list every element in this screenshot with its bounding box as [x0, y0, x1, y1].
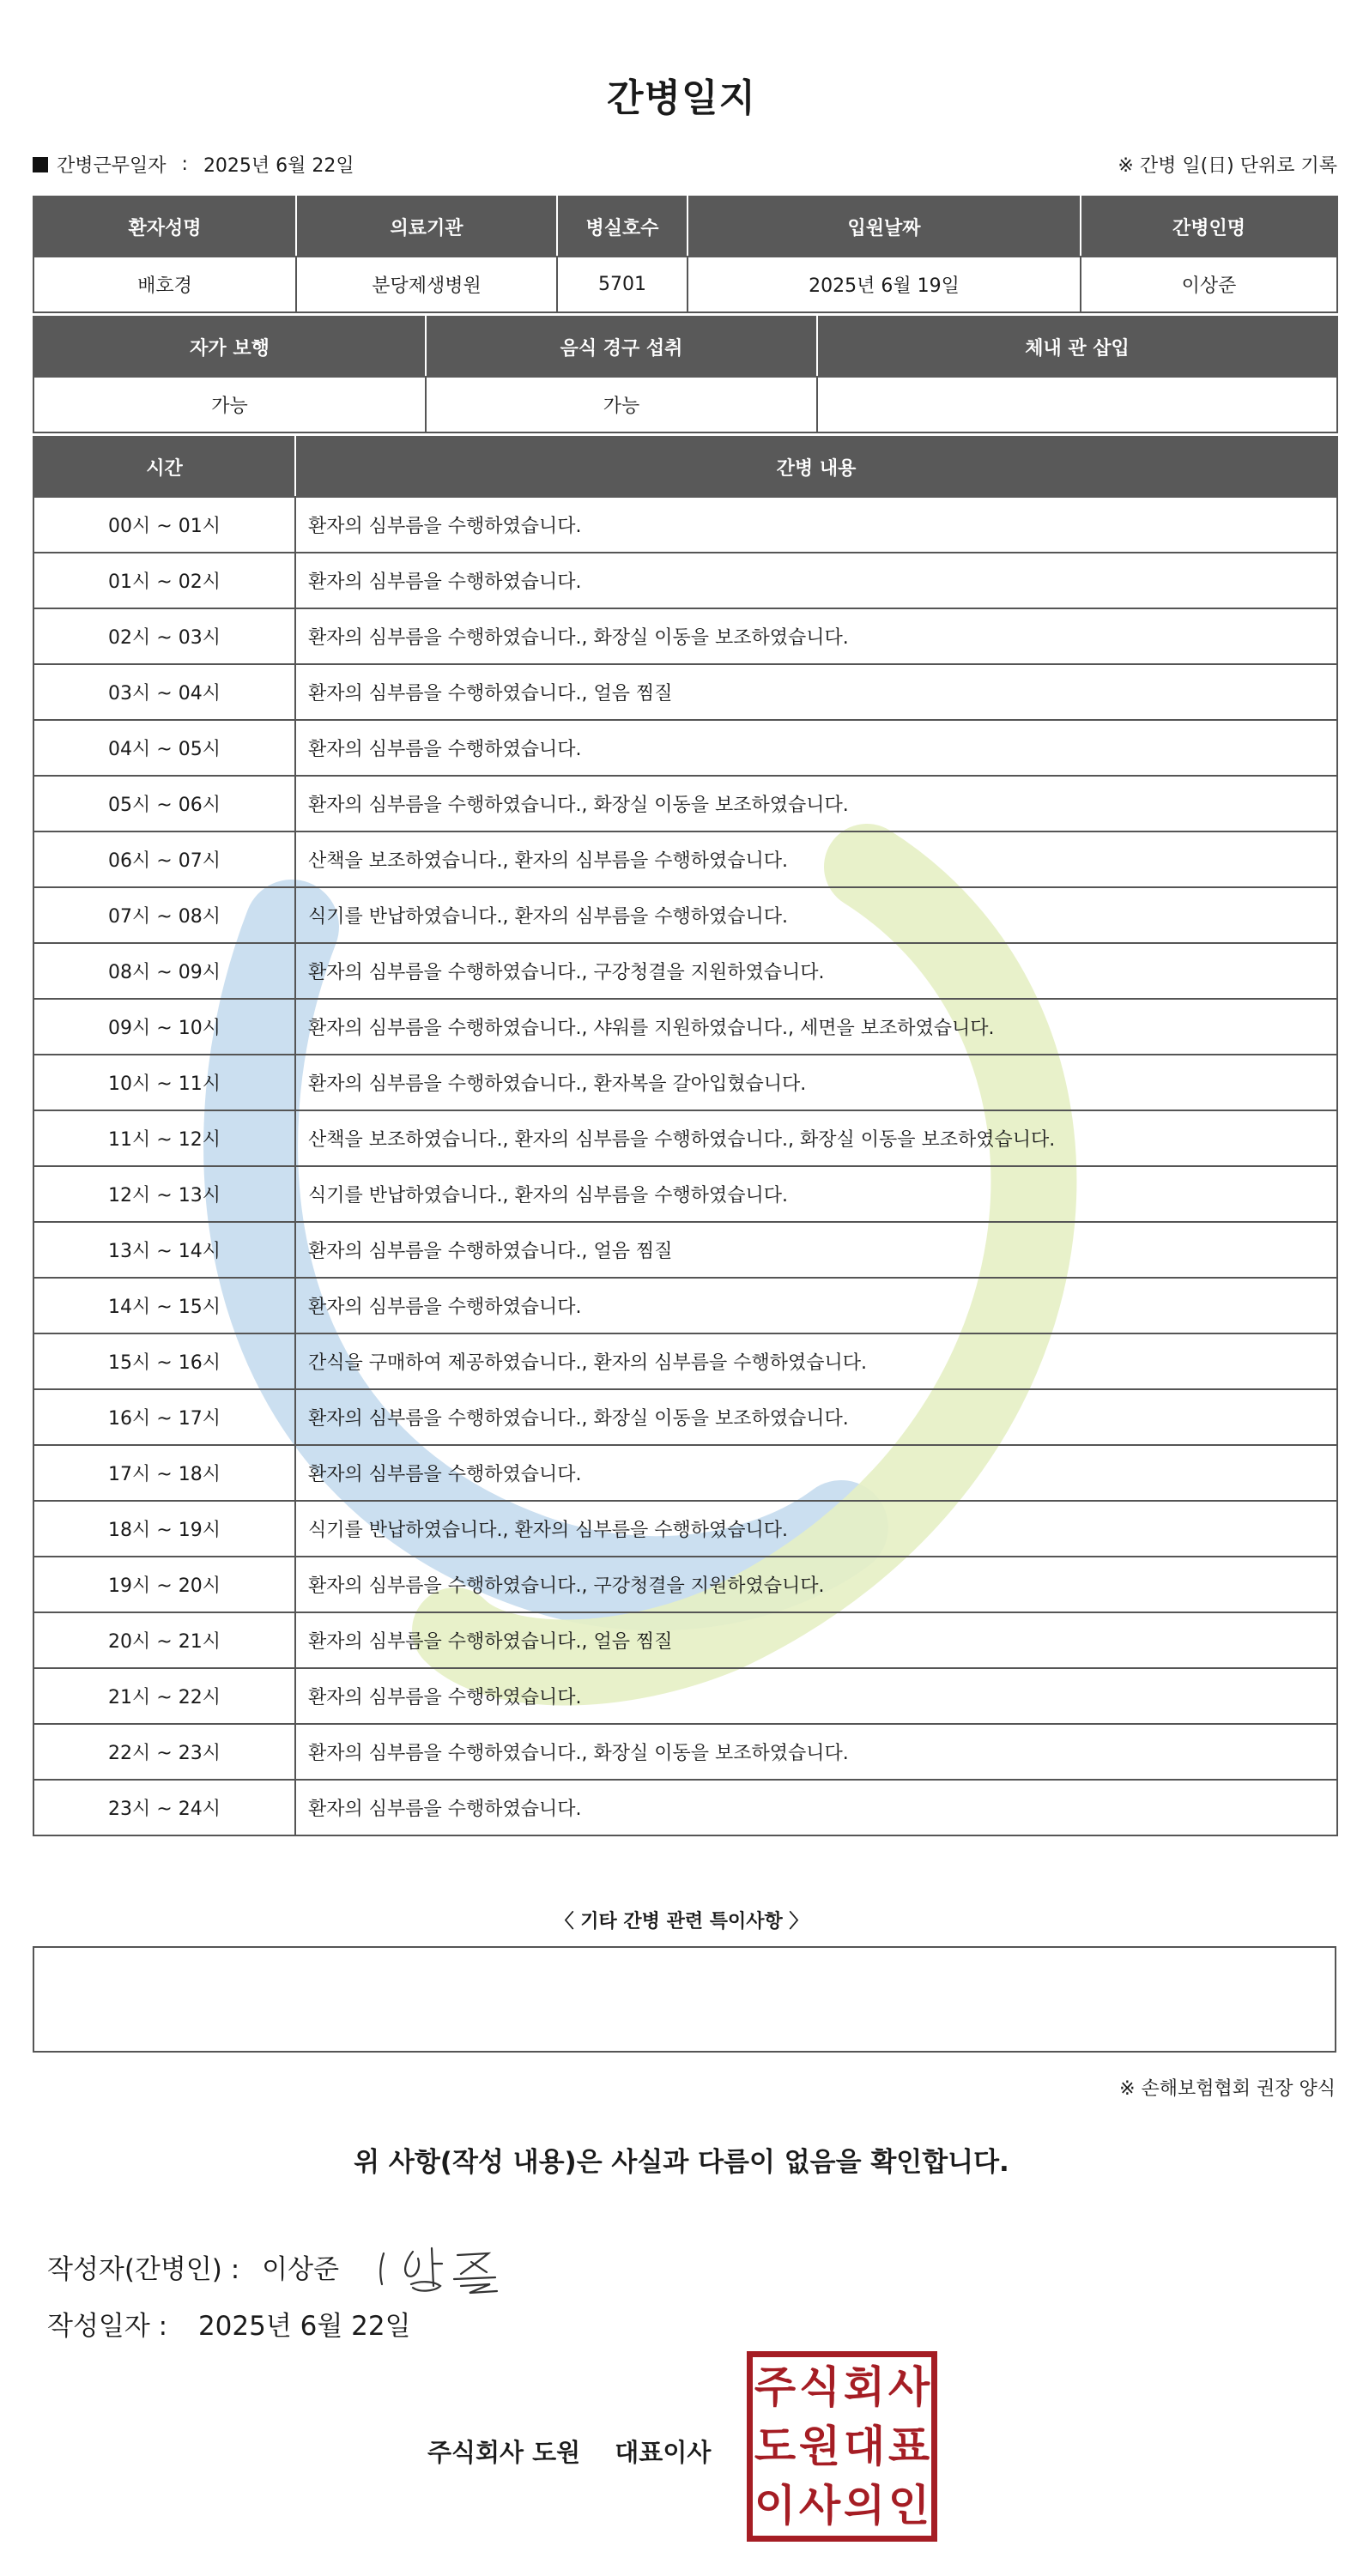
caregiver-name: 이상준	[1081, 257, 1337, 312]
seal-char: 사	[887, 2361, 930, 2412]
seal-char: 원	[798, 2421, 841, 2471]
care-log-content: 환자의 심부름을 수행하였습니다.	[295, 1278, 1337, 1333]
care-log-time: 21시 ~ 22시	[33, 1668, 295, 1724]
care-log-table	[33, 436, 1338, 1836]
confirmation-statement: 위 사항(작성 내용)은 사실과 다름이 없음을 확인합니다.	[354, 2147, 1009, 2178]
header-patient-name: 환자성명	[33, 197, 296, 257]
care-log-row	[33, 1724, 1337, 1780]
care-log-row	[33, 1278, 1337, 1333]
header-time: 시간	[33, 437, 295, 497]
oral-intake-value: 가능	[426, 377, 817, 432]
header-caregiver: 간병인명	[1081, 197, 1337, 257]
care-log-time: 09시 ~ 10시	[33, 999, 295, 1055]
square-bullet-icon	[33, 157, 48, 172]
care-log-time: 20시 ~ 21시	[33, 1612, 295, 1668]
care-log-content: 환자의 심부름을 수행하였습니다.	[295, 1780, 1337, 1835]
work-date-label: 간병근무일자	[57, 155, 167, 177]
header-care-content: 간병 내용	[295, 437, 1337, 497]
care-log-time: 12시 ~ 13시	[33, 1166, 295, 1222]
seal-char: 사	[798, 2481, 841, 2531]
care-log-row	[33, 1166, 1337, 1222]
header-self-walking: 자가 보행	[33, 317, 426, 377]
care-log-content: 환자의 심부름을 수행하였습니다., 구강청결을 지원하였습니다.	[295, 1557, 1337, 1612]
seal-char: 주	[754, 2361, 797, 2412]
admission-date: 2025년 6월 19일	[688, 257, 1081, 312]
care-log-row	[33, 1557, 1337, 1612]
care-log-row	[33, 1501, 1337, 1557]
care-log-row	[33, 831, 1337, 887]
care-log-time: 00시 ~ 01시	[33, 497, 295, 553]
written-date-label: 작성일자 :	[47, 2311, 168, 2342]
care-log-time: 07시 ~ 08시	[33, 887, 295, 943]
care-log-time: 15시 ~ 16시	[33, 1333, 295, 1389]
care-log-content: 산책을 보조하였습니다., 환자의 심부름을 수행하였습니다.	[295, 831, 1337, 887]
care-log-time: 23시 ~ 24시	[33, 1780, 295, 1835]
care-log-row	[33, 1389, 1337, 1445]
care-log-content: 환자의 심부름을 수행하였습니다., 샤워를 지원하였습니다., 세면을 보조하였습니다.	[295, 999, 1337, 1055]
writer-name: 이상준	[262, 2253, 340, 2285]
seal-char: 표	[887, 2421, 930, 2471]
care-log-time: 17시 ~ 18시	[33, 1445, 295, 1501]
care-log-time: 18시 ~ 19시	[33, 1501, 295, 1557]
special-notes-box	[33, 1946, 1336, 2053]
patient-info-value-row	[33, 257, 1337, 312]
care-log-content: 간식을 구매하여 제공하였습니다., 환자의 심부름을 수행하였습니다.	[295, 1333, 1337, 1389]
care-log-time: 14시 ~ 15시	[33, 1278, 295, 1333]
header-oral-intake: 음식 경구 섭취	[426, 317, 817, 377]
care-log-content: 환자의 심부름을 수행하였습니다.	[295, 720, 1337, 776]
care-log-time: 10시 ~ 11시	[33, 1055, 295, 1110]
seal-char: 회	[843, 2361, 886, 2412]
care-log-content: 환자의 심부름을 수행하였습니다., 얼음 찜질	[295, 1612, 1337, 1668]
care-log-row	[33, 776, 1337, 831]
care-log-time: 03시 ~ 04시	[33, 664, 295, 720]
care-log-time: 13시 ~ 14시	[33, 1222, 295, 1278]
care-log-content: 식기를 반납하였습니다., 환자의 심부름을 수행하였습니다.	[295, 887, 1337, 943]
patient-status-table	[33, 316, 1338, 433]
written-date-line	[47, 2304, 411, 2343]
care-log-content: 환자의 심부름을 수행하였습니다.	[295, 553, 1337, 608]
care-log-content: 식기를 반납하였습니다., 환자의 심부름을 수행하였습니다.	[295, 1501, 1337, 1557]
patient-info-table	[33, 196, 1338, 313]
seal-char: 이	[754, 2481, 797, 2531]
care-log-row	[33, 1055, 1337, 1110]
care-log-time: 01시 ~ 02시	[33, 553, 295, 608]
header-admission-date: 입원날짜	[688, 197, 1081, 257]
writer-label: 작성자(간병인) :	[47, 2253, 240, 2285]
work-date	[33, 151, 354, 178]
meta-row	[33, 151, 1337, 185]
patient-info-header-row	[33, 197, 1337, 257]
seal-char: 도	[754, 2421, 797, 2471]
care-log-content: 환자의 심부름을 수행하였습니다.	[295, 1445, 1337, 1501]
care-log-time: 08시 ~ 09시	[33, 943, 295, 999]
company-title: 대표이사	[615, 2438, 712, 2467]
care-log-row	[33, 1333, 1337, 1389]
care-log-content: 식기를 반납하였습니다., 환자의 심부름을 수행하였습니다.	[295, 1166, 1337, 1222]
care-log-time: 19시 ~ 20시	[33, 1557, 295, 1612]
seal-char: 식	[798, 2361, 841, 2412]
care-log-row	[33, 608, 1337, 664]
status-value-row	[33, 377, 1337, 432]
care-log-content: 환자의 심부름을 수행하였습니다., 구강청결을 지원하였습니다.	[295, 943, 1337, 999]
seal-char: 의	[843, 2481, 886, 2531]
header-tube-insertion: 체내 관 삽입	[817, 317, 1337, 377]
seal-char: 대	[843, 2421, 886, 2471]
hospital-name: 분당제생병원	[296, 257, 557, 312]
care-log-time: 06시 ~ 07시	[33, 831, 295, 887]
care-log-content: 환자의 심부름을 수행하였습니다., 화장실 이동을 보조하였습니다.	[295, 776, 1337, 831]
header-room: 병실호수	[557, 197, 688, 257]
care-log-time: 02시 ~ 03시	[33, 608, 295, 664]
care-log-time: 22시 ~ 23시	[33, 1724, 295, 1780]
care-log-row	[33, 664, 1337, 720]
room-number: 5701	[557, 257, 688, 312]
care-log-content: 환자의 심부름을 수행하였습니다.	[295, 1668, 1337, 1724]
care-log-row	[33, 1612, 1337, 1668]
seal-char: 인	[887, 2481, 930, 2531]
care-log-row	[33, 1668, 1337, 1724]
care-log-time: 04시 ~ 05시	[33, 720, 295, 776]
care-log-content: 환자의 심부름을 수행하였습니다., 환자복을 갈아입혔습니다.	[295, 1055, 1337, 1110]
care-log-row	[33, 1780, 1337, 1835]
care-log-content: 환자의 심부름을 수행하였습니다., 얼음 찜질	[295, 664, 1337, 720]
written-date-value: 2025년 6월 22일	[197, 2311, 411, 2342]
form-note: ※ 손해보험협회 권장 양식	[1119, 2078, 1336, 2100]
care-log-row	[33, 1110, 1337, 1166]
care-log-time: 05시 ~ 06시	[33, 776, 295, 831]
care-log-time: 16시 ~ 17시	[33, 1389, 295, 1445]
care-log-row	[33, 553, 1337, 608]
care-log-content: 환자의 심부름을 수행하였습니다., 화장실 이동을 보조하였습니다.	[295, 608, 1337, 664]
company-line	[427, 2434, 711, 2469]
care-log-row	[33, 1222, 1337, 1278]
self-walking-value: 가능	[33, 377, 426, 432]
patient-name: 배호경	[33, 257, 296, 312]
care-log-header-row	[33, 437, 1337, 497]
care-log-row	[33, 887, 1337, 943]
special-notes-label: 〈 기타 간병 관련 특이사항 〉	[554, 1911, 809, 1932]
tube-insertion-value	[817, 377, 1337, 432]
company-name: 주식회사 도원	[427, 2438, 581, 2467]
care-log-row	[33, 497, 1337, 553]
company-seal-stamp	[747, 2351, 937, 2542]
care-log-row	[33, 1445, 1337, 1501]
writer-line	[47, 2236, 514, 2296]
care-log-content: 환자의 심부름을 수행하였습니다., 화장실 이동을 보조하였습니다.	[295, 1724, 1337, 1780]
care-log-time: 11시 ~ 12시	[33, 1110, 295, 1166]
care-log-content: 환자의 심부름을 수행하였습니다.	[295, 497, 1337, 553]
care-log-row	[33, 720, 1337, 776]
page-title: 간병일지	[606, 76, 756, 120]
header-hospital: 의료기관	[296, 197, 557, 257]
care-log-row	[33, 943, 1337, 999]
handwritten-signature	[368, 2236, 514, 2296]
work-date-sep: :	[181, 154, 188, 175]
care-log-content: 환자의 심부름을 수행하였습니다., 얼음 찜질	[295, 1222, 1337, 1278]
work-date-value: 2025년 6월 22일	[203, 155, 354, 177]
care-log-content: 산책을 보조하였습니다., 환자의 심부름을 수행하였습니다., 화장실 이동을 보조하였습니다.	[295, 1110, 1337, 1166]
care-log-content: 환자의 심부름을 수행하였습니다., 화장실 이동을 보조하였습니다.	[295, 1389, 1337, 1445]
status-header-row	[33, 317, 1337, 377]
care-log-row	[33, 999, 1337, 1055]
record-unit-note: ※ 간병 일(日) 단위로 기록	[1118, 155, 1337, 177]
